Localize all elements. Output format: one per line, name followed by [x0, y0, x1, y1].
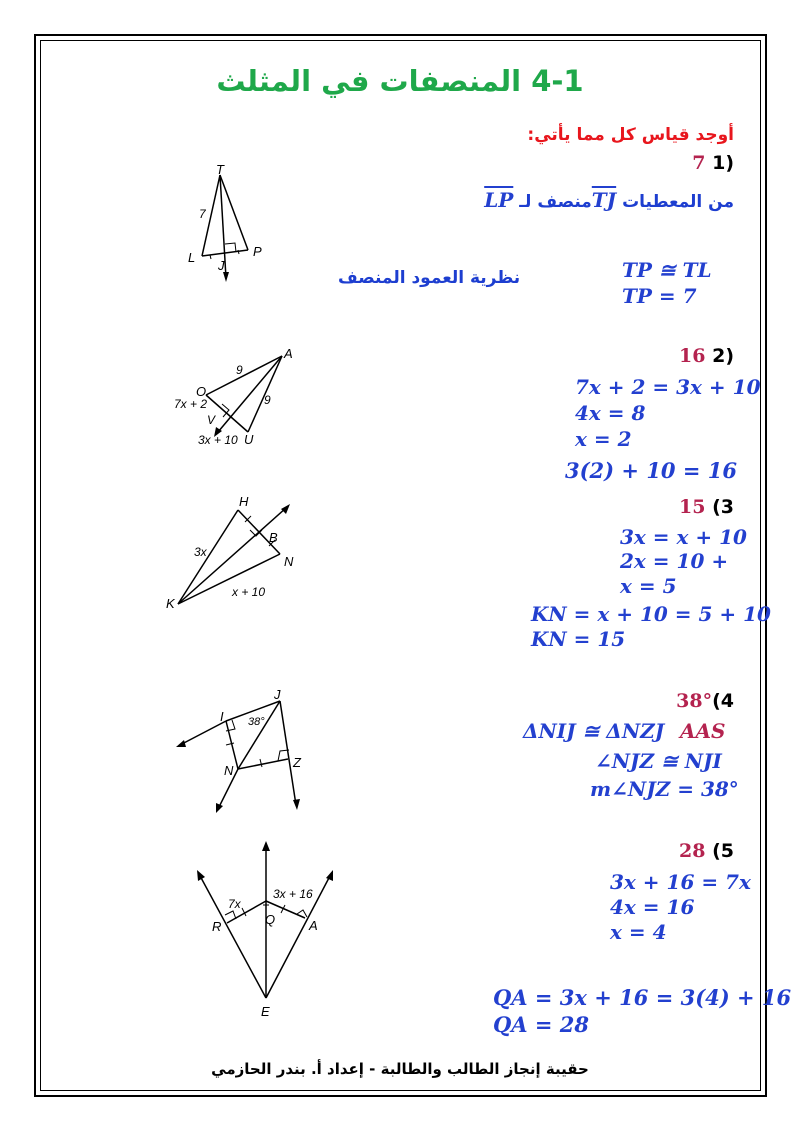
problem-3-step-5: KN = 15: [531, 627, 626, 651]
fig4-label-n: N: [224, 763, 234, 778]
fig5-label-a: A: [309, 918, 318, 933]
fig1-side: 7: [199, 207, 206, 221]
figure-1: [180, 160, 280, 290]
problem-5-header: [679, 840, 734, 862]
problem-1-step-1: TP ≅ TL: [622, 258, 712, 282]
fig3-label-n: N: [284, 554, 294, 569]
problem-5-step-4: QA = 3x + 16 = 3(4) + 16: [493, 985, 792, 1010]
problem-4-header: [676, 690, 734, 712]
figure-3: [160, 490, 310, 615]
problem-3-number: (3: [712, 496, 734, 518]
problem-1-answer: 7: [692, 152, 706, 174]
fig3-label-b: B: [269, 530, 278, 545]
fig2-label-u: U: [244, 432, 254, 447]
fig5-label-q: Q: [265, 912, 276, 927]
problem-4-step-3: m∠NJZ = 38°: [590, 777, 739, 801]
problem-2-header: [679, 345, 734, 367]
problem-3-header: [679, 496, 734, 518]
problem-1-number: 1): [712, 152, 734, 174]
page-title: 4-1 المنصفات في المثلث: [216, 64, 584, 98]
fig4-angle: 38°: [248, 716, 265, 728]
figure-5: [185, 838, 355, 1023]
fig2-label-v: V: [207, 413, 216, 427]
problem-5-step-2: 4x = 16: [610, 895, 695, 919]
problem-5-answer: 28: [679, 840, 706, 862]
figure-4: [168, 685, 318, 820]
segment-lp: $\overline{LP}$: [484, 188, 514, 212]
fig3-expr-1: 3x: [194, 545, 207, 559]
problem-5-step-3: x = 4: [610, 920, 667, 944]
fig4-label-j: J: [274, 687, 281, 702]
problem-2-step-1: 7x + 2 = 3x + 10: [575, 375, 761, 399]
problem-4-step-1: ΔNIJ ≅ ΔNZJ: [523, 719, 665, 743]
problem-2-step-2: 4x = 8: [575, 401, 646, 425]
problem-1-step-2: TP = 7: [622, 284, 697, 308]
given-mid-text: منصف لـ: [519, 192, 592, 212]
problem-1-theorem: نظرية العمود المنصف: [338, 268, 521, 288]
fig4-label-i: I: [220, 709, 224, 724]
fig2-side-2: 9: [264, 393, 271, 407]
fig2-label-o: O: [196, 384, 207, 399]
problem-5-step-1: 3x + 16 = 7x: [610, 870, 751, 894]
fig2-side-1: 9: [236, 363, 243, 377]
footer-text: حقيبة إنجاز الطالب والطالبة - إعداد أ. بندر الحازمي: [211, 1060, 589, 1078]
fig3-label-h: H: [239, 494, 249, 509]
problem-2-answer: 16: [679, 345, 706, 367]
fig5-label-e: E: [261, 1004, 270, 1019]
instruction-text: أوجد قياس كل مما يأتي:: [527, 125, 734, 145]
problem-5-number: (5: [712, 840, 734, 862]
problem-4-answer: 38°: [676, 690, 713, 712]
fig1-label-l: L: [188, 250, 196, 265]
fig2-expr-1: 7x + 2: [174, 397, 208, 411]
problem-3-answer: 15: [679, 496, 706, 518]
problem-4-reason: AAS: [680, 719, 726, 743]
fig5-expr-2: 3x + 16: [273, 887, 313, 901]
fig3-label-k: K: [166, 596, 175, 611]
given-prefix-text: من المعطيات: [622, 192, 734, 212]
problem-1-header: [692, 152, 734, 174]
problem-3-step-3: x = 5: [620, 574, 677, 598]
fig3-expr-2: x + 10: [232, 585, 266, 599]
problem-4-step-2: ∠NJZ ≅ NJI: [595, 749, 722, 773]
problem-2-step-3: x = 2: [575, 427, 632, 451]
problem-3-step-4: KN = x + 10 = 5 + 10: [531, 602, 771, 626]
fig1-label-p: P: [253, 244, 262, 259]
problem-1-given: [484, 188, 734, 212]
figure-2: [160, 340, 310, 450]
problem-2-step-4: 3(2) + 10 = 16: [565, 458, 737, 483]
ray-tj: $\overline{TJ}$: [591, 188, 617, 212]
problem-5-step-5: QA = 28: [493, 1012, 590, 1037]
problem-3-step-2: 2x = 10 +: [620, 549, 729, 573]
fig5-expr-1: 7x: [228, 897, 241, 911]
problem-4-number: (4: [712, 690, 734, 712]
problem-2-number: 2): [712, 345, 734, 367]
fig1-label-t: T: [216, 162, 224, 177]
fig5-label-r: R: [212, 919, 222, 934]
fig1-label-j: J: [218, 258, 225, 273]
fig2-label-a: A: [284, 346, 293, 361]
fig2-expr-2: 3x + 10: [198, 433, 238, 447]
problem-3-step-1: 3x = x + 10: [620, 525, 747, 549]
fig4-label-z: Z: [293, 755, 301, 770]
